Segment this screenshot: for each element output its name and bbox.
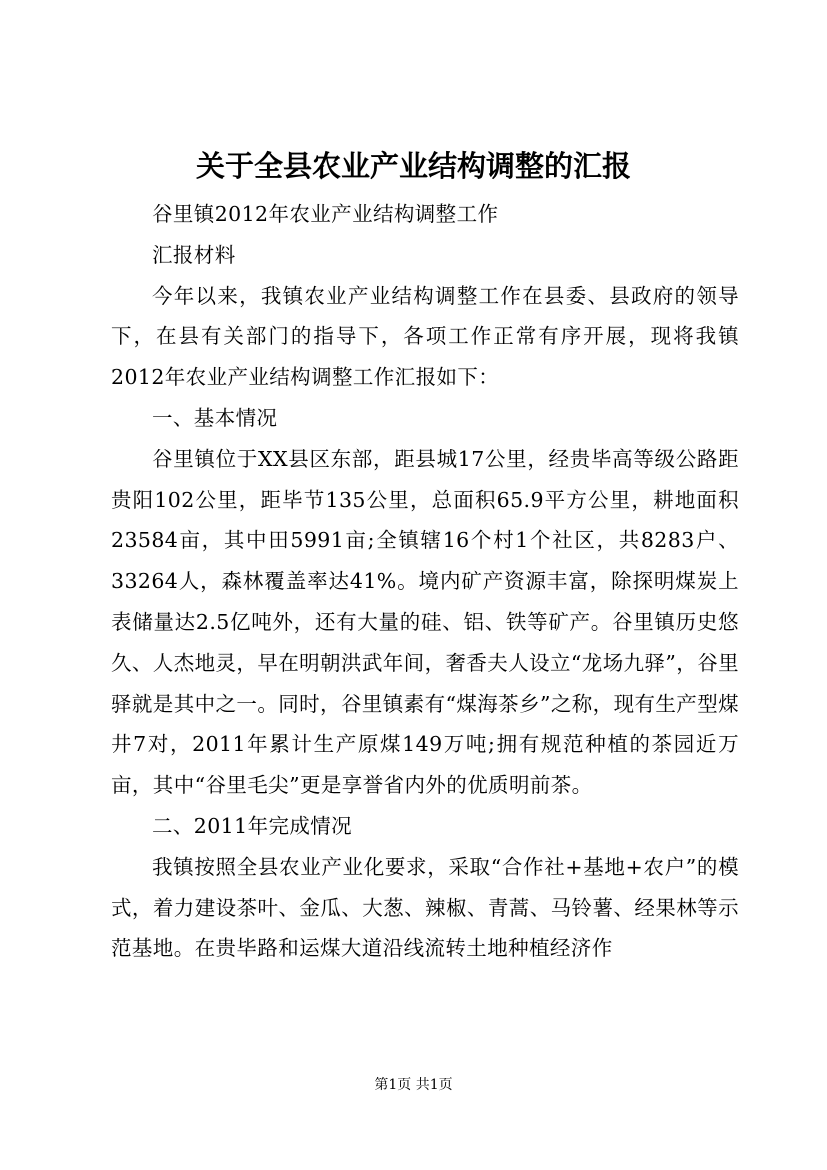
subtitle-line-2: 汇报材料	[152, 242, 236, 267]
subtitle-line-1: 谷里镇2012年农业产业结构调整工作	[152, 202, 499, 226]
completion-paragraph: 我镇按照全县农业产业化要求，采取“合作社+基地+农户”的模式，着力建设茶叶、金瓜、大葱、辣椒、青蒿、马铃薯、经果林等示范基地。在贵毕路和运煤大道沿线流转土地种植经济作	[111, 854, 739, 961]
document-body	[111, 194, 739, 969]
intro-paragraph: 今年以来，我镇农业产业结构调整工作在县委、县政府的领导下，在县有关部门的指导下，各项工作正常有序开展，现将我镇2012年农业产业结构调整工作汇报如下：	[111, 283, 739, 390]
section-heading-2011-completion: 二、2011年完成情况	[152, 813, 353, 838]
page-number-footer: 第1页 共1页	[374, 1077, 453, 1093]
section-heading-basic-situation: 一、基本情况	[152, 405, 278, 430]
document-title: 关于全县农业产业结构调整的汇报	[195, 149, 631, 183]
basic-situation-paragraph: 谷里镇位于XX县区东部，距县城17公里，经贵毕高等级公路距贵阳102公里，距毕节135公里，总面积65.9平方公里，耕地面积23584亩，其中田5991亩;全镇辖16个村1个社区，共8283户、33264人，森林覆盖率达41%。境内矿产资源丰富，除探明煤炭上表储量达2.5亿吨外，还有大量的硅、铝、铁等矿产。谷里镇历史悠久、人杰地灵，早在明朝洪武年间，奢香夫人设立“龙场九驿”，谷里驿就是其中之一。同时，谷里镇素有“煤海茶乡”之称，现有生产型煤井7对，2011年累计生产原煤149万吨;拥有规范种植的茶园近万亩，其中“谷里毛尖”更是享誉省内外的优质明前茶。	[111, 446, 739, 798]
